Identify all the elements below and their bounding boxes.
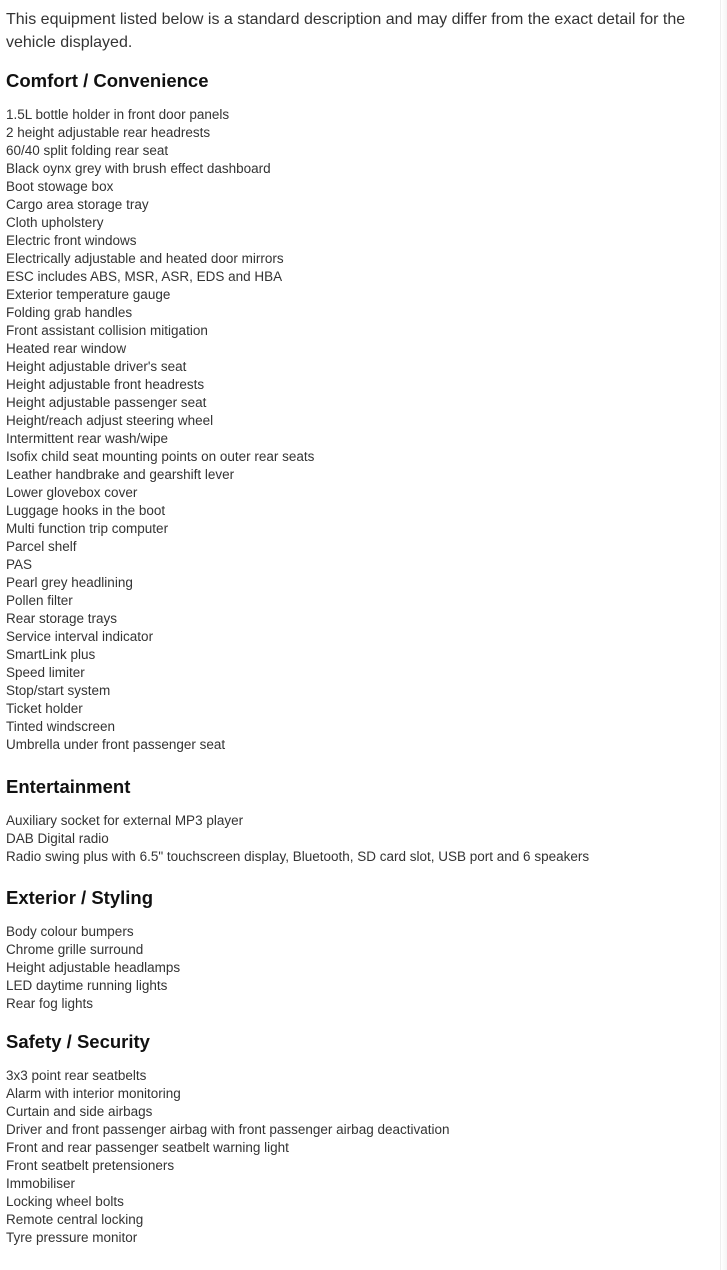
list-item: 60/40 split folding rear seat: [6, 143, 169, 158]
list-item: Service interval indicator: [6, 629, 154, 644]
list-item: Tyre pressure monitor: [6, 1230, 138, 1245]
equipment-list: [6, 1067, 450, 1247]
list-item: DAB Digital radio: [6, 831, 109, 846]
equipment-list: [6, 812, 589, 866]
list-item: Height/reach adjust steering wheel: [6, 413, 214, 428]
list-item: Cargo area storage tray: [6, 197, 149, 212]
list-item: Body colour bumpers: [6, 924, 134, 939]
list-item: Ticket holder: [6, 701, 83, 716]
section-comfort-convenience: [6, 69, 706, 752]
list-item: Height adjustable driver's seat: [6, 359, 187, 374]
list-item: Electrically adjustable and heated door mirrors: [6, 251, 284, 266]
list-item: Black oynx grey with brush effect dashboard: [6, 161, 271, 176]
list-item: Locking wheel bolts: [6, 1194, 124, 1209]
equipment-disclaimer: This equipment listed below is a standard description and may differ from the exact detail for the vehicle displayed.: [6, 11, 686, 51]
list-item: ESC includes ABS, MSR, ASR, EDS and HBA: [6, 269, 283, 284]
list-item: Umbrella under front passenger seat: [6, 737, 226, 752]
section-title: Exterior / Styling: [6, 887, 154, 908]
list-item: Pollen filter: [6, 593, 73, 608]
list-item: LED daytime running lights: [6, 978, 168, 993]
equipment-list: [6, 106, 314, 754]
list-item: Electric front windows: [6, 233, 137, 248]
section-exterior-styling: [6, 886, 706, 1011]
list-item: Rear storage trays: [6, 611, 118, 626]
list-item: Height adjustable headlamps: [6, 960, 181, 975]
list-item: Parcel shelf: [6, 539, 77, 554]
list-item: Front seatbelt pretensioners: [6, 1158, 175, 1173]
list-item: 1.5L bottle holder in front door panels: [6, 107, 230, 122]
list-item: Lower glovebox cover: [6, 485, 138, 500]
list-item: Driver and front passenger airbag with front passenger airbag deactivation: [6, 1122, 450, 1137]
list-item: Stop/start system: [6, 683, 111, 698]
list-item: Speed limiter: [6, 665, 85, 680]
list-item: Height adjustable passenger seat: [6, 395, 207, 410]
list-item: Immobiliser: [6, 1176, 76, 1191]
list-item: Radio swing plus with 6.5" touchscreen display, Bluetooth, SD card slot, USB port and 6 speakers: [6, 849, 590, 864]
list-item: Front assistant collision mitigation: [6, 323, 208, 338]
section-safety-security: [6, 1030, 706, 1245]
page-scroll-edge: [720, 0, 727, 1270]
list-item: Intermittent rear wash/wipe: [6, 431, 169, 446]
list-item: Exterior temperature gauge: [6, 287, 171, 302]
equipment-list: [6, 923, 180, 1013]
list-item: Chrome grille surround: [6, 942, 144, 957]
list-item: Pearl grey headlining: [6, 575, 133, 590]
list-item: 3x3 point rear seatbelts: [6, 1068, 147, 1083]
list-item: Rear fog lights: [6, 996, 94, 1011]
list-item: Tinted windscreen: [6, 719, 116, 734]
list-item: SmartLink plus: [6, 647, 96, 662]
section-title: Comfort / Convenience: [6, 70, 209, 91]
section-entertainment: [6, 775, 706, 864]
list-item: Front and rear passenger seatbelt warning light: [6, 1140, 289, 1155]
list-item: Luggage hooks in the boot: [6, 503, 166, 518]
list-item: 2 height adjustable rear headrests: [6, 125, 211, 140]
list-item: PAS: [6, 557, 33, 572]
list-item: Boot stowage box: [6, 179, 114, 194]
list-item: Remote central locking: [6, 1212, 144, 1227]
list-item: Heated rear window: [6, 341, 127, 356]
list-item: Alarm with interior monitoring: [6, 1086, 181, 1101]
list-item: Folding grab handles: [6, 305, 133, 320]
list-item: Isofix child seat mounting points on outer rear seats: [6, 449, 315, 464]
list-item: Multi function trip computer: [6, 521, 169, 536]
section-title: Safety / Security: [6, 1031, 150, 1052]
list-item: Curtain and side airbags: [6, 1104, 153, 1119]
list-item: Leather handbrake and gearshift lever: [6, 467, 235, 482]
list-item: Cloth upholstery: [6, 215, 104, 230]
section-title: Entertainment: [6, 776, 131, 797]
list-item: Auxiliary socket for external MP3 player: [6, 813, 244, 828]
list-item: Height adjustable front headrests: [6, 377, 205, 392]
